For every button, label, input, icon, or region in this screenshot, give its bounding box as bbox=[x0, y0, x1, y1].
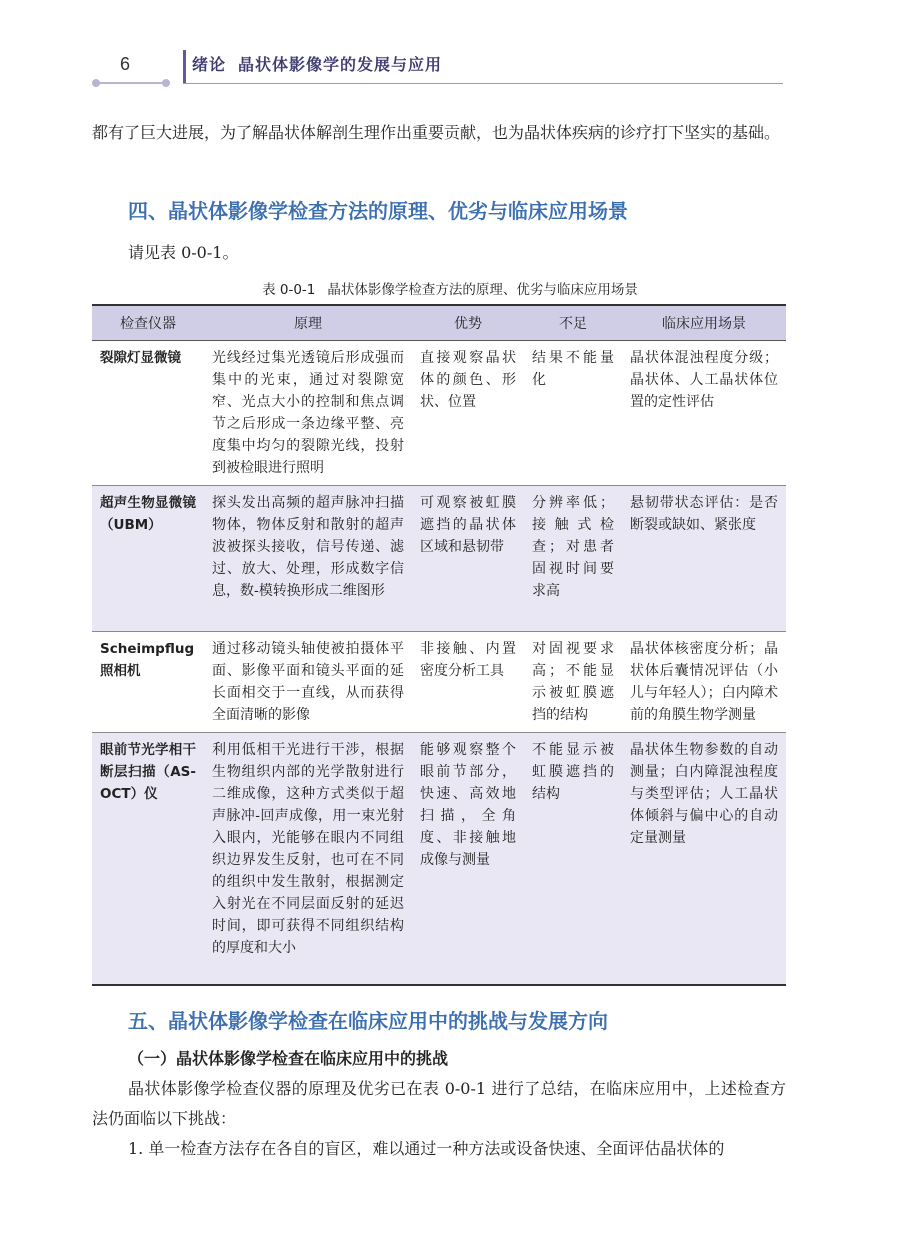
running-header bbox=[192, 52, 442, 75]
header-title: 晶状体影像学的发展与应用 bbox=[238, 57, 443, 74]
cell-instrument: 超声生物显微镜（UBM） bbox=[92, 486, 204, 632]
cell-principle: 利用低相干光进行干涉，根据生物组织内部的光学散射进行二维成像，这种方式类似于超声脉冲-回声成像，用一束光射入眼内，光能够在眼内不同组织边界发生反射，也可在不同的组织中发生散射，根据测定入射光在不同层面反射的延迟时间，即可获得不同组织结构的厚度和大小 bbox=[204, 733, 412, 985]
table-row bbox=[92, 733, 786, 985]
cell-principle: 光线经过集光透镜后形成强而集中的光束，通过对裂隙宽窄、光点大小的控制和焦点调节之后形成一条边缘平整、亮度集中均匀的裂隙光线，投射到被检眼进行照明 bbox=[204, 341, 412, 486]
table-row bbox=[92, 341, 786, 486]
table-header-row bbox=[92, 305, 786, 341]
header-decoration bbox=[92, 79, 172, 89]
header-divider bbox=[183, 50, 186, 84]
cell-disadvantage: 分辨率低；接触式检查；对患者固视时间要求高 bbox=[524, 486, 622, 632]
section-5-paragraph: 晶状体影像学检查仪器的原理及优劣已在表 0-0-1 进行了总结，在临床应用中，上述检查方法仍面临以下挑战： bbox=[92, 1079, 786, 1128]
cell-principle: 通过移动镜头轴使被拍摄体平面、影像平面和镜头平面的延长面相交于一直线，从而获得全面清晰的影像 bbox=[204, 632, 412, 733]
cell-disadvantage: 对固视要求高；不能显示被虹膜遮挡的结构 bbox=[524, 632, 622, 733]
cell-advantage: 可观察被虹膜遮挡的晶状体区域和悬韧带 bbox=[412, 486, 524, 632]
cell-advantage: 非接触、内置密度分析工具 bbox=[412, 632, 524, 733]
cell-advantage: 能够观察整个眼前节部分，快速、高效地扫描，全角度、非接触地成像与测量 bbox=[412, 733, 524, 985]
section-5-subheading: （一）晶状体影像学检查在临床应用中的挑战 bbox=[128, 1049, 449, 1068]
header-section: 绪论 bbox=[192, 57, 227, 74]
cell-instrument: Scheimpflug照相机 bbox=[92, 632, 204, 733]
cell-disadvantage: 结果不能量化 bbox=[524, 341, 622, 486]
cell-advantage: 直接观察晶状体的颜色、形状、位置 bbox=[412, 341, 524, 486]
methods-table bbox=[92, 304, 786, 986]
column-header: 原理 bbox=[204, 305, 412, 341]
cell-application: 晶状体核密度分析；晶状体后囊情况评估（小儿与年轻人）；白内障术前的角膜生物学测量 bbox=[622, 632, 786, 733]
column-header: 不足 bbox=[524, 305, 622, 341]
cell-disadvantage: 不能显示被虹膜遮挡的结构 bbox=[524, 733, 622, 985]
table-caption-title: 晶状体影像学检查方法的原理、优劣与临床应用场景 bbox=[327, 282, 638, 298]
cell-application: 悬韧带状态评估：是否断裂或缺如、紧张度 bbox=[622, 486, 786, 632]
cell-instrument: 裂隙灯显微镜 bbox=[92, 341, 204, 486]
page-number: 6 bbox=[120, 54, 131, 74]
table-caption-number: 表 0-0-1 bbox=[262, 282, 316, 298]
column-header: 检查仪器 bbox=[92, 305, 204, 341]
cell-application: 晶状体生物参数的自动测量；白内障混浊程度与类型评估；人工晶状体倾斜与偏中心的自动定量测量 bbox=[622, 733, 786, 985]
cell-principle: 探头发出高频的超声脉冲扫描物体，物体反射和散射的超声波被探头接收，信号传递、滤过、放大、处理，形成数字信息，数-模转换形成二维图形 bbox=[204, 486, 412, 632]
section-4-text: 请见表 0-0-1。 bbox=[128, 243, 239, 262]
column-header: 优势 bbox=[412, 305, 524, 341]
cell-instrument: 眼前节光学相干断层扫描（AS-OCT）仪 bbox=[92, 733, 204, 985]
table-row bbox=[92, 632, 786, 733]
header-rule bbox=[183, 83, 783, 84]
table-row bbox=[92, 486, 786, 632]
cell-application: 晶状体混浊程度分级；晶状体、人工晶状体位置的定性评估 bbox=[622, 341, 786, 486]
intro-paragraph: 都有了巨大进展，为了解晶状体解剖生理作出重要贡献，也为晶状体疾病的诊疗打下坚实的基础。 bbox=[92, 123, 781, 142]
table-caption bbox=[0, 278, 900, 298]
section-5-heading: 五、晶状体影像学检查在临床应用中的挑战与发展方向 bbox=[128, 1009, 608, 1033]
section-5-list-item: 1. 单一检查方法存在各自的盲区，难以通过一种方法或设备快速、全面评估晶状体的 bbox=[128, 1139, 725, 1158]
section-4-heading: 四、晶状体影像学检查方法的原理、优劣与临床应用场景 bbox=[128, 199, 628, 223]
column-header: 临床应用场景 bbox=[622, 305, 786, 341]
